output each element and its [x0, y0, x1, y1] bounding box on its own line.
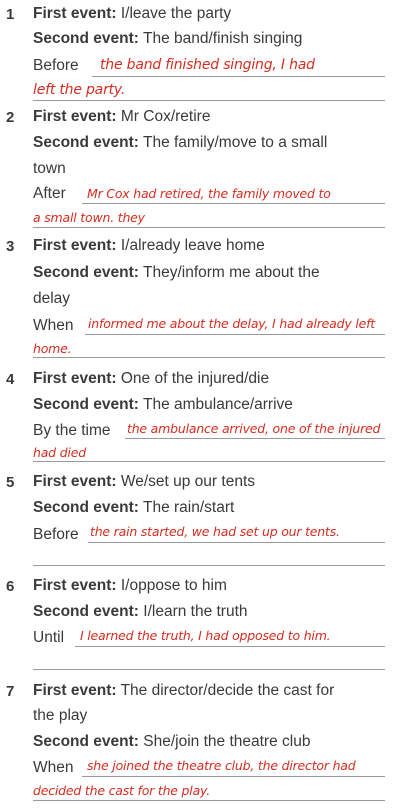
second-event-text: I/learn the truth — [143, 603, 248, 620]
second-event-label: Second event: — [33, 499, 139, 516]
first-event-text: I/leave the party — [120, 5, 232, 22]
handwritten-answer: the rain started, we had set up our tents. — [90, 524, 340, 539]
second-event — [33, 733, 310, 751]
item-number: 1 — [6, 6, 15, 23]
first-event-text: One of the injured/die — [120, 370, 270, 387]
answer-rule — [33, 227, 385, 228]
answer-rule — [125, 438, 385, 439]
first-event-label: First event: — [33, 5, 117, 22]
second-event-label: Second event: — [33, 603, 139, 620]
first-event-label: First event: — [33, 108, 117, 125]
second-event-text: The rain/start — [142, 499, 235, 516]
item-number: 2 — [6, 109, 15, 126]
second-event-cont: delay — [33, 290, 71, 307]
connector-word: Before — [33, 526, 79, 543]
second-event-cont: town — [33, 160, 66, 177]
handwritten-answer: home. — [33, 341, 72, 356]
item-number: 3 — [6, 238, 15, 255]
second-event — [33, 264, 320, 282]
first-event — [33, 473, 255, 491]
second-event-label: Second event: — [33, 264, 139, 281]
first-event-cont: the play — [33, 707, 88, 724]
handwritten-answer: she joined the theatre club, the director had — [87, 758, 356, 773]
connector-word: By the time — [33, 422, 111, 439]
second-event-text: The ambulance/arrive — [142, 396, 293, 413]
first-event-label: First event: — [33, 473, 117, 490]
second-event-text: The family/move to a small — [142, 134, 328, 151]
first-event-text: The director/decide the cast for — [120, 682, 335, 699]
item-number: 7 — [6, 683, 15, 700]
handwritten-answer: I learned the truth, I had opposed to him. — [80, 628, 331, 643]
connector-word: When — [33, 759, 74, 776]
first-event — [33, 5, 231, 23]
second-event-label: Second event: — [33, 134, 139, 151]
handwritten-answer: the band finished singing, I had — [100, 57, 315, 73]
second-event — [33, 134, 327, 152]
first-event-text: We/set up our tents — [120, 473, 255, 490]
connector-word: When — [33, 317, 74, 334]
handwritten-answer: had died — [33, 445, 86, 460]
answer-rule — [33, 800, 385, 801]
first-event — [33, 682, 334, 700]
answer-rule — [88, 542, 385, 543]
second-event — [33, 396, 293, 414]
second-event-text: They/inform me about the — [142, 264, 320, 281]
item-number: 6 — [6, 578, 15, 595]
first-event — [33, 577, 227, 595]
second-event-text: The band/finish singing — [142, 30, 303, 47]
answer-rule — [82, 776, 385, 777]
answer-rule — [92, 76, 385, 77]
answer-rule — [75, 646, 385, 647]
item-number: 5 — [6, 474, 15, 491]
answer-rule — [85, 334, 385, 335]
answer-rule — [82, 203, 385, 204]
answer-rule — [33, 461, 385, 462]
answer-rule — [33, 100, 385, 101]
first-event-text: Mr Cox/retire — [120, 108, 211, 125]
connector-word: After — [33, 185, 66, 202]
second-event-text: She/join the theatre club — [143, 733, 311, 750]
second-event-label: Second event: — [33, 396, 139, 413]
item-number: 4 — [6, 371, 15, 388]
first-event — [33, 370, 269, 388]
handwritten-answer: the ambulance arrived, one of the injured — [127, 421, 381, 436]
handwritten-answer: left the party. — [33, 82, 126, 98]
first-event-text: I/oppose to him — [120, 577, 227, 594]
first-event — [33, 237, 265, 255]
second-event — [33, 499, 234, 517]
connector-word: Until — [33, 629, 65, 646]
answer-rule — [33, 669, 385, 670]
first-event-label: First event: — [33, 682, 117, 699]
handwritten-answer: decided the cast for the play. — [33, 783, 211, 798]
second-event — [33, 30, 302, 48]
first-event — [33, 108, 210, 126]
answer-rule — [33, 357, 385, 358]
connector-word: Before — [33, 57, 79, 74]
second-event-label: Second event: — [33, 30, 139, 47]
answer-rule — [33, 565, 385, 566]
first-event-label: First event: — [33, 577, 117, 594]
first-event-label: First event: — [33, 370, 117, 387]
handwritten-answer: a small town. they — [33, 210, 145, 225]
second-event — [33, 603, 248, 621]
second-event-label: Second event: — [33, 733, 139, 750]
first-event-text: I/already leave home — [120, 237, 265, 254]
handwritten-answer: informed me about the delay, I had already left — [88, 316, 375, 331]
first-event-label: First event: — [33, 237, 117, 254]
handwritten-answer: Mr Cox had retired, the family moved to — [87, 186, 331, 201]
